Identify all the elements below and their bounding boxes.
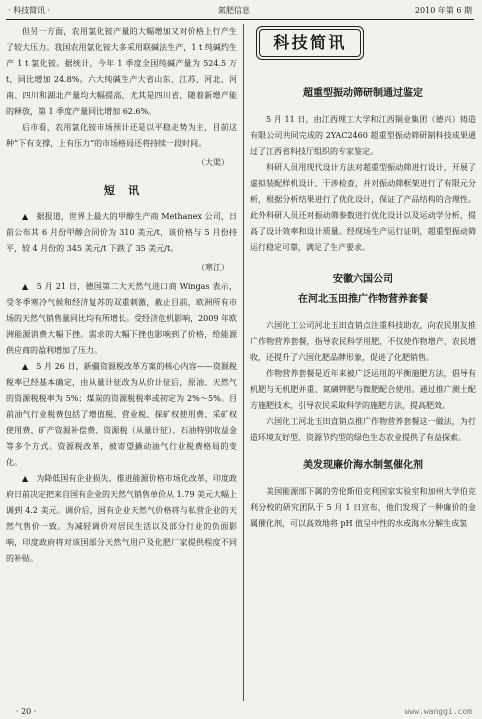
paragraph: 美国能源部下属的劳伦斯伯克利国家实验室和加州大学伯克利分校的研究团队于 5 月 1 日宣布，他们发现了一种廉价的金属催化剂，可以高效地将 pH 值呈中性的水或海水分解生成氢 [250,487,476,528]
article-title: 超重型振动筛研制通过鉴定 [303,88,423,99]
news-item: ▲ 据报道，世界上最大的甲醇生产商 Methanex 公司，日前公布其 6 月份甲醇合同价为 310 美元/t，该价格与 5 月份持平，较 4 月份的 345 美元/t 下跌了 35 美元/t。 [6,212,237,253]
paragraph: 六国化工公司河北玉田直销点注重科技助农，向农民朋友推广作物营养套餐，指导农民科学用肥，不仅使作物增产、农民增收，还提升了六国化肥品牌形象，促进了化肥销售。 [250,321,476,362]
left-column [6,24,237,703]
paragraph: 作物营养套餐是近年来被广泛运用的平衡施肥方法，倡导有机肥与无机肥并重、氮磷钾肥与微肥配合使用。通过推广测土配方施肥技术，引导农民采取科学的施肥方法，提高肥效。 [250,369,476,410]
paragraph: 科研人员用现代设计方法对超重型振动筛进行设计，开展了虚拟装配样机设计、干涉检查，并对振动筛框架进行了有限元分析，根据分析结果进行了优化设计，保证了产品结构的合理性。此外科研人员还对振动筛参数进行优化设计以及运动学分析，提高了设计效率和设计质量。经现场生产运行证明，超重型振动筛运行稳定可靠，满足了生产要求。 [250,163,476,252]
news-item: ▲ 5 月 21 日，德国第二大天然气进口商 Wingas 表示，受冬季寒冷气候和经济复苏的双重刺激，截止目前，欧洲所有市场的天然气销售量同比均有所增长。受经济危机影响，2009 年欧洲能源消费大幅下挫。需求的大幅下挫也影响到了价格，给能源供应商的盈利增加了压力。 [6,282,237,355]
header-journal: 氮肥信息 [218,6,250,15]
section-logo-text: 科技简讯 [259,29,361,57]
header-issue: 2010 年第 6 期 [414,6,472,15]
header-rule [6,19,474,20]
article-title-line: 在河北玉田推广作物营养套餐 [298,294,428,305]
watermark: www.wanggi.com [404,707,472,716]
paragraph: 5 月 11 日，由江西理工大学和江西铜业集团（德兴）铸造有限公司共同完成的 2YAC2460 超重型振动筛研制科技成果通过了江西省科技厅组织的专家鉴定。 [250,115,476,156]
article-title: 美发现廉价海水制氢催化剂 [303,460,423,471]
page-number: · 20 · [16,707,37,716]
article-title-line: 安徽六国公司 [333,274,393,285]
paragraph: 但另一方面，农用氯化铵产量的大幅增加又对价格上行产生了较大压力。我国农用氯化铵大多采用联碱法生产，1 t 纯碱约生产 1 t 氯化铵。据统计，今年 1 季度全国纯碱产量为 524.5 万 t，同比增加 24.8%。六大纯碱生产大省山东、江苏、河北、河南、四川和湖北产量均大幅提高，尤其是四川省，随着新增产能的释放，第 1 季度产量同比增加 62.6%。 [6,27,237,116]
article-title [250,270,476,310]
running-header [0,0,482,21]
news-item: ▲ 为降低国有企业损失、推进能源价格市场化改革，印度政府日前决定把来自国有企业的天然气销售单价从 1.79 美元大幅上调到 4.2 美元。调价后，国有企业天然气价格将与私营企业的天然气售价一致。为减轻调价对居民生活以及部分行业的负面影响，印度政府将对该国部分天然气用户及化肥厂家提供程度不同的补贴。 [6,474,237,563]
section-logo [256,26,364,60]
author-credit: （大渠） [197,158,229,167]
paragraph: 六国化工河北玉田直销点推广作物营养套餐这一做法，为打造环境友好型、资源节约型的绿色生态农业提供了有益探索。 [250,417,476,442]
news-item: ▲ 5 月 26 日，新疆资源税改革方案的核心内容——资源税税率已经基本确定，由从量计征改为从价计征后，原油、天然气的资源税税率为 5%；煤炭的资源税税率或初定为 2%～5%。目前油气行业税费包括了增值税、营业税、探矿权使用费、采矿权使用费、矿产资源补偿费、资源税（从量计征）、石油特别收益金等多个方式。资源税改革，被寄望撬动油气行业税费格局的变化。 [6,362,237,467]
paragraph: 后市看，农用氯化铵市场预计还是以平稳走势为主，目前这种“下有支撑，上有压力”的市场格局还将持续一段时间。 [6,123,237,148]
column-divider [243,24,244,701]
header-section: · 科技简讯 · [8,6,51,15]
author-credit: （寒江） [197,263,229,272]
section-title: 短讯 [103,184,153,197]
right-column [250,24,476,703]
